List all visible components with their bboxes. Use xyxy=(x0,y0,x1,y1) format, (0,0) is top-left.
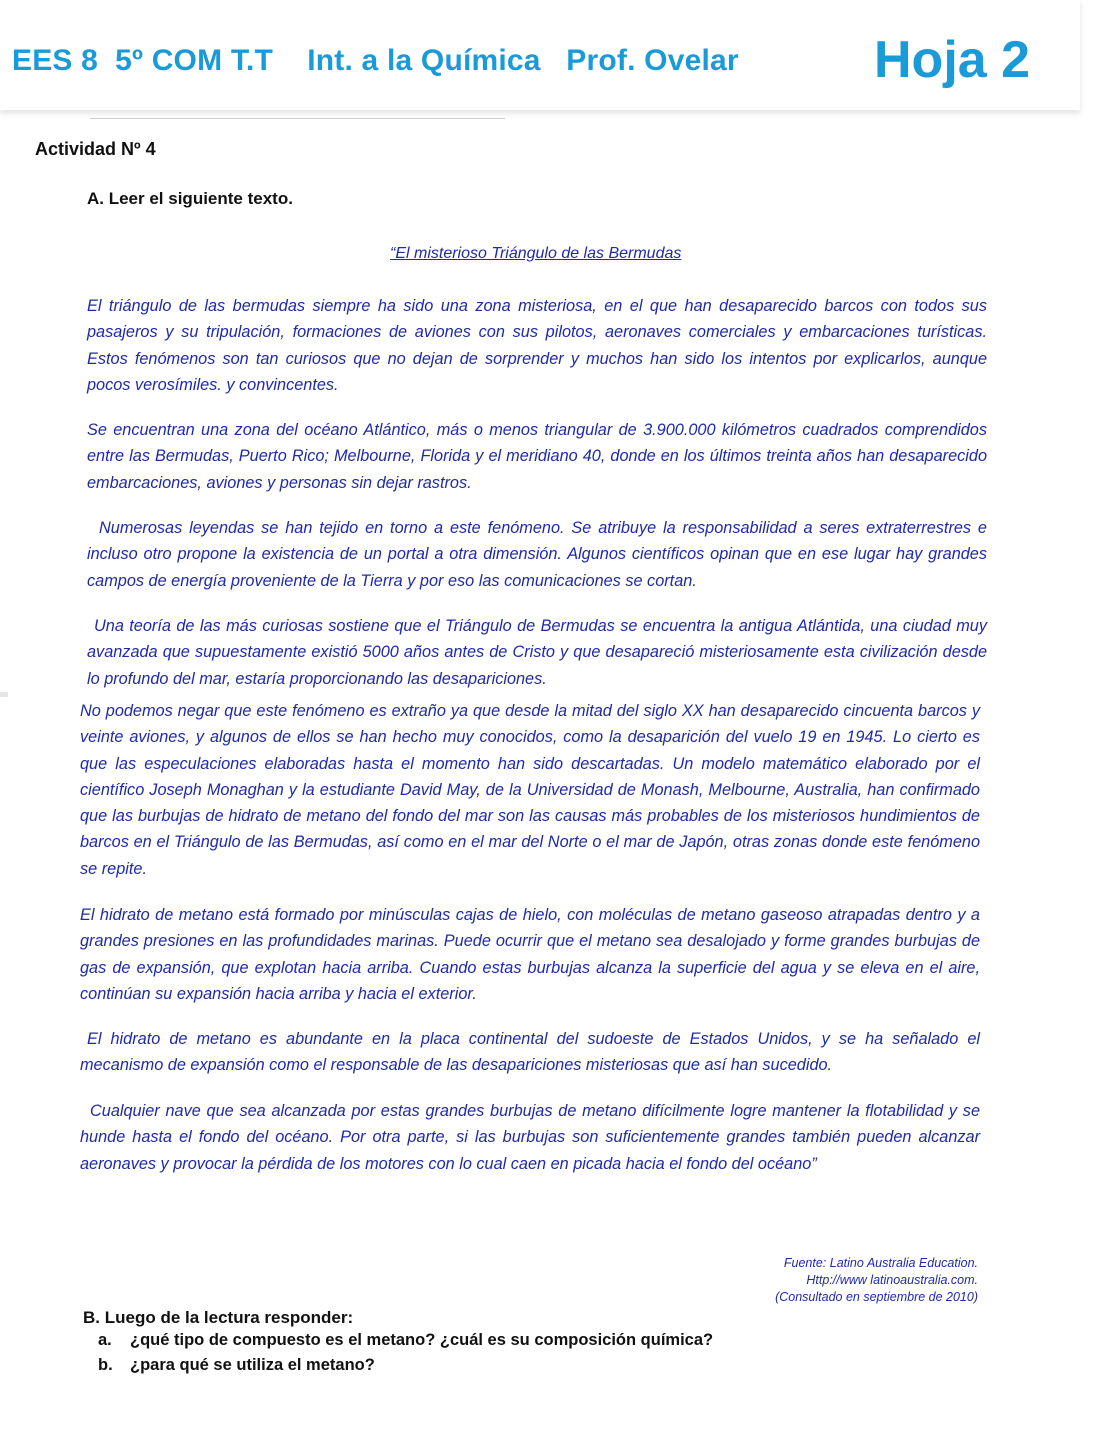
question-text: ¿para qué se utiliza el metano? xyxy=(130,1356,375,1374)
source-citation xyxy=(658,1255,978,1306)
question-label: b. xyxy=(98,1356,113,1374)
activity-heading: Actividad Nº 4 xyxy=(35,139,156,159)
question-text: ¿qué tipo de compuesto es el metano? ¿cuál es su composición química? xyxy=(130,1331,714,1349)
reading-paragraph-1: El triángulo de las bermudas siempre ha sido una zona misteriosa, en el que han desaparecido barcos con todos sus pasajeros y su tripulación, formaciones de aviones con sus pilotos, aeronaves comerciales y embarcaciones turísticas. Estos fenómenos son tan curiosos que no dejan de sorprender y muchos han sido los intentos por explicarlos, aunque pocos verosímiles. y convincentes. xyxy=(87,297,987,394)
section-a-heading: A. Leer el siguiente texto. xyxy=(87,189,293,208)
reading-paragraph-3: Numerosas leyendas se han tejido en torno a este fenómeno. Se atribuye la responsabilidad a seres extraterrestres e incluso otro propone la existencia de un portal a otra dimensión. Algunos científicos opinan que en ese lugar hay grandes campos de energía proveniente de la Tierra y por eso las comunicaciones se cortan. xyxy=(87,519,987,590)
section-b-heading: B. Luego de la lectura responder: xyxy=(83,1308,354,1327)
source-line: Fuente: Latino Australia Education. xyxy=(783,1256,978,1270)
question-b xyxy=(98,1356,375,1375)
page-header xyxy=(0,0,1080,110)
margin-mark xyxy=(0,692,8,697)
source-url: Http://www latinoaustralia.com. xyxy=(806,1273,978,1287)
reading-paragraph-4: Una teoría de las más curiosas sostiene que el Triángulo de Bermudas se encuentra la antigua Atlántida, una ciudad muy avanzada que supuestamente existió 5000 años antes de Cristo y que desapareció misteriosamente esta civilización desde lo profundo del mar, estaría proporcionando las desapariciones. xyxy=(87,617,987,688)
source-date: (Consultado en septiembre de 2010) xyxy=(775,1290,978,1304)
reading-paragraph-7: El hidrato de metano es abundante en la placa continental del sudoeste de Estados Unidos, y se ha señalado el mecanismo de expansión como el responsable de las desapariciones misteriosas que así han sucedido. xyxy=(80,1030,980,1075)
header-title: EES 8 5º COM T.T Int. a la Química Prof. Ovelar xyxy=(12,44,739,77)
reading-paragraph-5: No podemos negar que este fenómeno es extraño ya que desde la mitad del siglo XX han desaparecido cincuenta barcos y veinte aviones, y algunos de ellos se han hecho muy conocidos, como la desaparición del vuelo 19 en 1945. Lo cierto es que las especulaciones elaboradas hasta el momento han sido descartadas. Un modelo matemático elaborado por el científico Joseph Monaghan y la estudiante David May, de la Universidad de Monash, Melbourne, Australia, han confirmado que las burbujas de hidrato de metano del fondo del mar son las causas más probables de los misteriosos hundimientos de barcos en el Triángulo de las Bermudas, así como en el mar del Norte o el mar de Japón, otras zonas donde este fenómeno se repite. xyxy=(80,702,980,878)
divider xyxy=(90,118,505,119)
reading-paragraph-2: Se encuentran una zona del océano Atlántico, más o menos triangular de 3.900.000 kilómetros cuadrados comprendidos entre las Bermudas, Puerto Rico; Melbourne, Florida y el meridiano 40, donde en los últimos treinta años han desaparecido embarcaciones, aviones y personas sin dejar rastros. xyxy=(87,421,987,492)
reading-paragraph-6: El hidrato de metano está formado por minúsculas cajas de hielo, con moléculas de metano gaseoso atrapadas dentro y a grandes presiones en las profundidades marinas. Puede ocurrir que el metano sea desalojado y forme grandes burbujas de gas de expansión, que explotan hacia arriba. Cuando estas burbujas alcanza la superficie del agua y se eleva en el aire, continúan su expansión hacia arriba y hacia el exterior. xyxy=(80,906,980,1003)
reading-title: “El misterioso Triángulo de las Bermudas xyxy=(390,245,682,262)
question-a xyxy=(98,1331,713,1350)
question-label: a. xyxy=(98,1331,112,1349)
sheet-number: Hoja 2 xyxy=(874,31,1031,89)
reading-paragraph-8: Cualquier nave que sea alcanzada por estas grandes burbujas de metano difícilmente logre mantener la flotabilidad y se hunde hasta el fondo del océano. Por otra parte, si las burbujas son suficientemente grandes también pueden alcanzar aeronaves y provocar la pérdida de los motores con lo cual caen en picada hacia el fondo del océano” xyxy=(80,1102,980,1173)
